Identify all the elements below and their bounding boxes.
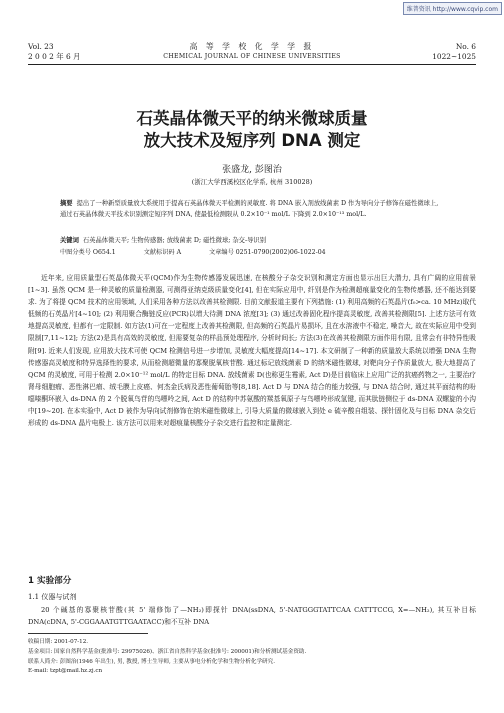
- introduction-text: 近年来, 应用质量型石英晶体微天平(QCM)作为生物传感器发展迅速, 在核酸分子杂交识别和测定方面也显示出巨大潜力, 具有广阔的应用前景[1~3]. 虽然 QCM 是一种灵敏的质量检测器, 可测得亚纳克级质量变化[4], 但在实际应用中, 纤别是作为检测超痕量变化的生物传感器, 还不能达到要求. 为了将提 QCM 技术的应用领域, 人们采用各种方法以改善其检测限. 目前文献报道主要有下列措施: (1) 利用高频的石英晶片(f₀>ca. 10 MHz)取代低频的石英晶片[4~10]; (2) 利用聚合酶链反应(PCR)以增大待测 DNA 浓度[3]; (3) 通过改善固化程序提高灵敏度, 改善其检测限[5]. 上述方法可有效地提高灵敏度, 但都有一定限制. 如方法(1)可在一定程度上改善其检测限, 但高频的石英晶片易损坏, 且在水溶液中不稳定, 噪音大, 故在实际应用中受到限制[7,11~12]; 方法(2)是具有高效的灵敏度, 但需要复杂的样品预处理程序, 分析时间长; 方法(3)在改善其检测限方面作用有限, 且常会有非特异性吸附[9]. 近来人们发现, 应用放大技术可使 QCM 检测信号进一步增加, 灵敏度大幅度提高[14~17]. 本文研制了一种新的质量放大系统以增强 DNA 生物传感器高灵敏度和特异选择性的要求, 从而检测超微量的寡聚脱氧核苷酸. 通过标记放线菌素 D 的纳米磁性微球, 对靶向分子作质量放大, 极大地提高了 QCM 的灵敏度, 可用于检测 2.0×10⁻¹² mol/L 的特定目标 DNA. 放线菌素 D(也称更生霉素, Act D)是目前临床上应用广泛的抗癌药物之一, 主要治疗肾母细胞瘤、恶性淋巴瘤、绒毛膜上皮癌、何杰金氏病及恶性葡萄胎等[8,18]. Act D 与 DNA 结合的能力较强, 与 DNA 结合时, 通过其平面结构的吩噁嗪酮环嵌入 ds-DNA 的 2 个脱氧鸟苷的鸟嘌呤之间, Act D 的结构中苏氨酸的羰基氧原子与鸟嘌呤形成氢键, 而其肽链侧位于 ds-DNA 双螺旋的小沟中[19~20]. 在本实验中, Act D 被作为导向试剂修饰在纳米磁性微球上, 引导大质量的微球嵌入到处 e 硫辛酸自组装、探针固化及与目标 DNA 杂交后形成的 ds-DNA 晶片电极上. 该方法可以用来对超痕量核酸分子杂交进行监控和定量测定.: [28, 274, 476, 428]
- footnote-rule: [28, 633, 148, 634]
- keywords: [60, 236, 444, 246]
- keywords-text: 石英晶体微天平; 生物传感器; 放线菌素 D; 磁性微球; 杂交-导识别: [82, 237, 266, 244]
- masthead-right: [432, 42, 476, 62]
- journal-name-en: CHEMICAL JOURNAL OF CHINESE UNIVERSITIES: [163, 53, 341, 60]
- article-number: 文章编号 0251-0790(2002)06-1022-04: [209, 249, 326, 256]
- issue-date: 2 0 0 2 年 6 月: [28, 52, 81, 61]
- section-heading: 1 实验部分: [28, 576, 72, 586]
- keywords-label: 关键词: [60, 237, 79, 244]
- abstract: [60, 198, 444, 220]
- paper-title: [0, 108, 504, 152]
- journal-masthead: [28, 42, 476, 65]
- title-line-2: 放大技术及短序列 DNA 测定: [143, 131, 361, 150]
- volume: Vol. 23: [28, 42, 54, 51]
- footnote-funding: 基金项目: 国家自然科学基金(批准号: 29975026)、浙江省自然科学基金(批准号: 200001)和分析测试基金资助.: [28, 648, 307, 655]
- footnote-received: 收稿日期: 2001-07-12.: [28, 639, 89, 645]
- page-range: 1022~1025: [432, 52, 476, 61]
- subsection-heading: 1.1 仪器与试剂: [28, 593, 77, 601]
- document-code: 文献标识码 A: [143, 249, 182, 256]
- title-line-1: 石英晶体微天平的纳米微球质量: [136, 109, 368, 128]
- source-watermark: 维普资讯 http://www.cqvip.com: [403, 2, 502, 15]
- abstract-text: 提出了一种新型质量放大系统用于提高石英晶体微天平检测的灵敏度. 将 DNA 嵌入剂放线菌素 D 作为导向分子修饰在磁性微球上, 通过石英晶体微天平技术识别测定短序列 DNA, 使最低检测限从 0.2×10⁻¹ mol/L 下降到 2.0×10⁻¹³ mol/L.: [60, 200, 439, 219]
- affiliation: (浙江大学西溪校区化学系, 杭州 310028): [191, 178, 313, 186]
- author-list: 张盛龙, 彭图治: [222, 165, 282, 175]
- classification-line: [60, 248, 444, 258]
- masthead-center: [28, 42, 476, 62]
- journal-name-cn: 高 等 学 校 化 学 学 报: [189, 42, 315, 51]
- clc-number: 中图分类号 O654.1: [60, 249, 116, 256]
- abstract-label: 摘要: [60, 200, 73, 207]
- experimental-text: 20 个碱基的寡聚核苷酸(其 5' 端修饰了—NH₂)即探针 DNA(ssDNA, 5'-NATGGGTATTCAA CATTTCCG, X=—NH₂), 其互补目标 DNA(cDNA, 5'-CGGAAATGTTGAATACC)和不互补 DNA: [28, 606, 476, 627]
- footnotes: [28, 638, 476, 677]
- footnote-contact: 联系人简介: 彭图治(1946 年出生), 男, 教授, 博士生导师, 主要从事电分析化学和生物分析化学研究.: [28, 658, 276, 665]
- issue-number: No. 6: [455, 42, 476, 51]
- footnote-email: E-mail: tzpt@mail.hz.zj.cn: [28, 668, 103, 675]
